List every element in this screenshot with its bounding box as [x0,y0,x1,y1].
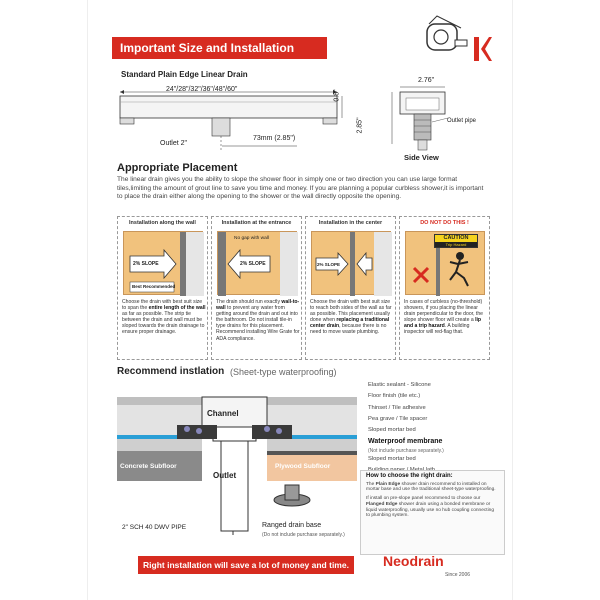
panel-text: Choose the drain with best suit size to span the entire length of the wall as far as possible. The strip tie between the drain and wall must be sloped towards the drain drainage to ensure proper drainage. [122,299,206,336]
recommend-subtitle: (Sheet-type waterproofing) [230,367,337,377]
ranged-base-label: Ranged drain base [262,522,322,529]
brand-mark-icon [474,37,492,61]
slope-arrow-label: 2% SLOPE [317,262,341,267]
width-dimension: 2.76" [418,77,435,84]
panel-illustration [311,231,391,295]
panel-heading: Installation along the wall [129,220,196,226]
section-header: Important Size and Installation [112,37,327,59]
tape-measure-icon [421,10,471,60]
best-recommended-badge: Best Recommended [132,284,176,289]
panel-text: Choose the drain with best suit size to reach both sides of the wall as far as possible. This placement usually done when replacing a traditional center drain, because there is no need to move waste plumbing. [310,299,392,336]
placement-panel-center [305,216,396,360]
footer-slogan: Right installation will save a lot of money and time. [138,556,354,574]
side-view-drawing [370,82,450,154]
depth-dimension: 2.85" [356,117,364,134]
brand-since: Since 2006 [445,572,471,578]
caution-sign: CAUTION Trip Hazard [434,234,478,248]
panel-illustration [217,231,297,295]
drain-front-drawing [117,80,357,158]
drain-spec-title: Standard Plain Edge Linear Drain [121,70,248,79]
channel-label: Channel [207,409,239,418]
plywood-subfloor-label: Plywood Subfloor [275,463,331,470]
brand-logo: Neodrain [383,553,444,569]
no-gap-note: No gap with wall [234,236,269,241]
how-to-choose-box: How to choose the right drain: The Plain Edge shower drain recommend to installed on mortar base and use the traditional sheet-type waterproofing. If install on pre-slope panel recommend to choose our Flanged Edge shower drain using a bonded membrane or liquid waterproofing, usually use no hub coupling connecting to plumbing system. [360,470,505,555]
placement-panel-entrance [211,216,302,360]
panel-text: The drain should run exactly wall-to-wall to prevent any water from getting around the drain and out into the bathroom. Do not install tile-in type drains for this placement. Recommend installing Wire Grate for ADA compliance. [216,299,300,342]
ranged-base-note: (Do not include purchase separately.) [262,532,345,538]
pipe-label: 2" SCH 40 DWV PIPE [122,524,187,531]
installation-cross-section [117,385,357,535]
layer-labels: Elastic sealant - Silicone Floor finish (tile etc.) Thinset / Tile adhesive Pea grave / Tile spacer Sloped mortar bed Waterproof membrane (Not include purchase separately.) Sloped mortar bed [368,382,444,462]
panel-illustration [123,231,203,295]
recommend-title: Recommend instlation [117,366,225,377]
outlet-label: Outlet 2" [160,140,187,147]
placement-panel-donot [399,216,490,360]
slope-arrow-label: 2% SLOPE [240,261,266,267]
outlet-section-label: Outlet [213,471,237,480]
panel-heading: Installation in the center [318,220,383,226]
panel-illustration [405,231,485,295]
placement-title: Appropriate Placement [117,162,238,174]
outlet-pipe-label: Outlet pipe [447,118,477,124]
slope-arrow-label: 2% SLOPE [133,261,159,267]
placement-description: The linear drain gives you the ability to slope the shower floor in simply one or two direction you can use large format tiles,limiting the amount of grout line to save you time and money. If you are planning a popular curbless shower,it is important to place the drain either along the opening to the shower or the wall directly opposite the opening. [117,176,484,200]
concrete-subfloor-label: Concrete Subfloor [120,463,177,470]
height-dimension: 0.8" [333,89,341,102]
panel-text: In cases of curbless (no-threshold) showers, if you placing the linear drain perpendicular to the door, the slope shower floor will create a lip and a trip hazard. A building inspector will red-flag that. [404,299,484,336]
panel-heading: DO NOT DO THIS ! [420,220,469,226]
side-view-label: Side View [404,153,439,162]
outlet-offset-label: 73mm (2.85") [253,135,296,142]
length-options: 24"/28"/32"/36"/48"/60" [166,86,238,93]
panel-heading: Installation at the entrance [221,220,292,226]
placement-panel-wall [117,216,208,360]
